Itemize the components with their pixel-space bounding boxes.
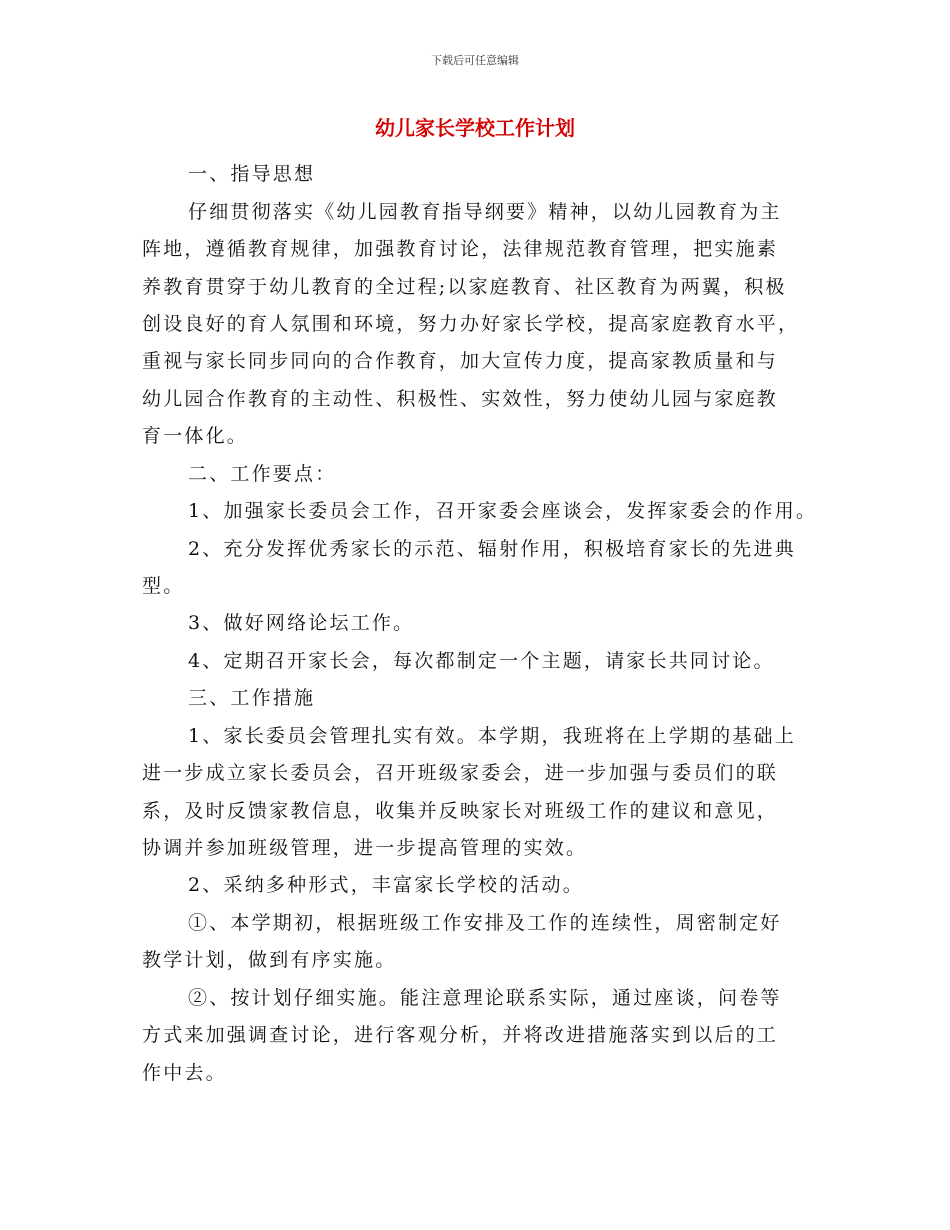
paragraph-line: 协调并参加班级管理，进一步提高管理的实效。 [142, 837, 588, 859]
paragraph-line: 教学计划，做到有序实施。 [142, 949, 397, 971]
list-item-line: 3、做好网络论坛工作。 [188, 612, 415, 634]
paragraph-line: 2、采纳多种形式，丰富家长学校的活动。 [188, 874, 584, 896]
list-item-line: 1、加强家长委员会工作，召开家委会座谈会，发挥家委会的作用。 [188, 500, 818, 522]
paragraph-line: 重视与家长同步同向的合作教育，加大宣传力度，提高家教质量和与 [142, 350, 779, 372]
paragraph-line: 阵地，遵循教育规律，加强教育讨论，法律规范教育管理，把实施素 [142, 238, 779, 260]
paragraph-line: 系，及时反馈家教信息，收集并反映家长对班级工作的建议和意见， [142, 800, 779, 822]
section-heading: 一、指导思想 [188, 163, 316, 185]
page-header: 下载后可任意编辑 [431, 54, 519, 67]
paragraph-line: 养教育贯穿于幼儿教育的全过程;以家庭教育、社区教育为两翼，积极 [142, 276, 787, 298]
paragraph-line: 进一步成立家长委员会，召开班级家委会，进一步加强与委员们的联 [142, 762, 779, 784]
document-title: 幼儿家长学校工作计划 [375, 116, 575, 140]
paragraph-line: 1、家长委员会管理扎实有效。本学期，我班将在上学期的基础上 [188, 725, 796, 747]
list-item-line: 2、充分发挥优秀家长的示范、辐射作用，积极培育家长的先进典 [188, 538, 796, 560]
paragraph-line: 育一体化。 [142, 425, 249, 447]
paragraph-line: 幼儿园合作教育的主动性、积极性、实效性，努力使幼儿园与家庭教 [142, 388, 779, 410]
paragraph-line: ①、本学期初，根据班级工作安排及工作的连续性，周密制定好 [188, 912, 782, 934]
paragraph-line: 仔细贯彻落实《幼儿园教育指导纲要》精神，以幼儿园教育为主 [188, 201, 782, 223]
paragraph-line: 创设良好的育人氛围和环境，努力办好家长学校，提高家庭教育水平， [142, 313, 800, 335]
section-heading: 三、工作措施 [188, 687, 316, 709]
paragraph-line: ②、按计划仔细实施。能注意理论联系实际，通过座谈，问卷等 [188, 987, 782, 1009]
list-item-line: 4、定期召开家长会，每次都制定一个主题，请家长共同讨论。 [188, 650, 775, 672]
paragraph-line: 作中去。 [142, 1062, 227, 1084]
section-heading: 二、工作要点： [188, 463, 337, 485]
list-item-line: 型。 [142, 575, 185, 597]
paragraph-line: 方式来加强调查讨论，进行客观分析，并将改进措施落实到以后的工 [142, 1024, 779, 1046]
